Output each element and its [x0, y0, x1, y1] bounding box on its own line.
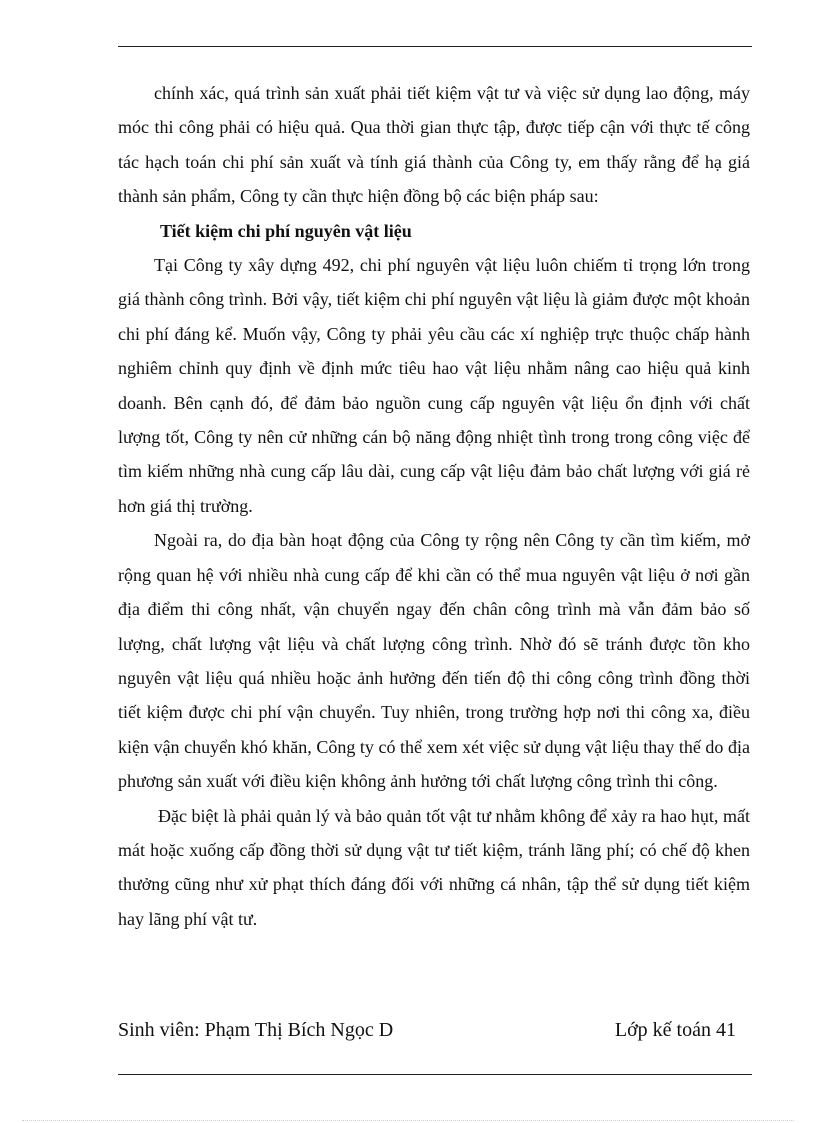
header-rule	[118, 46, 752, 47]
footer-class: Lớp kế toán 41	[614, 1019, 736, 1041]
paragraph-suppliers: Ngoài ra, do địa bàn hoạt động của Công ty rộng nên Công ty cần tìm kiếm, mở rộng quan hệ với nhiều nhà cung cấp để khi cần có thể mua nguyên vật liệu ở nơi gần địa điểm thi công nhất, vận chuyển ngay đến chân công trình mà vẫn đảm bảo số lượng, chất lượng vật liệu và chất lượng công trình. Nhờ đó sẽ tránh được tồn kho nguyên vật liệu quá nhiều hoặc ảnh hưởng đến tiến độ thi công công trình đồng thời tiết kiệm được chi phí vận chuyển. Tuy nhiên, trong trường hợp nơi thi công xa, điều kiện vận chuyển khó khăn, Công ty có thể xem xét việc sử dụng vật liệu thay thế do địa phương sản xuất với điều kiện không ảnh hưởng tới chất lượng công trình thi công.	[118, 530, 750, 792]
page-edge	[22, 1120, 794, 1121]
footer-rule	[118, 1074, 752, 1075]
paragraph-management: Đặc biệt là phải quản lý và bảo quản tốt vật tư nhằm không để xảy ra hao hụt, mất mát hoặc xuống cấp đồng thời sử dụng vật tư tiết kiệm, tránh lãng phí; có chế độ khen thưởng cũng như xử phạt thích đáng đối với những cá nhân, tập thể sử dụng tiết kiệm hay lãng phí vật tư.	[118, 805, 750, 929]
document-body	[118, 76, 750, 936]
footer-student: Sinh viên: Phạm Thị Bích Ngọc D	[118, 1019, 394, 1041]
section-heading: Tiết kiệm chi phí nguyên vật liệu	[160, 220, 412, 241]
paragraph-intro: chính xác, quá trình sản xuất phải tiết kiệm vật tư và việc sử dụng lao động, máy móc thi công phải có hiệu quả. Qua thời gian thực tập, được tiếp cận với thực tế công tác hạch toán chi phí sản xuất và tính giá thành của Công ty, em thấy rằng để hạ giá thành sản phẩm, Công ty cần thực hiện đồng bộ các biện pháp sau:	[118, 83, 750, 207]
paragraph-materials: Tại Công ty xây dựng 492, chi phí nguyên vật liệu luôn chiếm tỉ trọng lớn trong giá thành công trình. Bởi vậy, tiết kiệm chi phí nguyên vật liệu là giảm được một khoản chi phí đáng kể. Muốn vậy, Công ty phải yêu cầu các xí nghiệp trực thuộc chấp hành nghiêm chỉnh quy định về định mức tiêu hao vật liệu nhằm nâng cao hiệu quả kinh doanh. Bên cạnh đó, để đảm bảo nguồn cung cấp nguyên vật liệu ổn định với chất lượng tốt, Công ty nên cử những cán bộ năng động nhiệt tình trong trong công việc để tìm kiếm những nhà cung cấp lâu dài, cung cấp vật liệu đảm bảo chất lượng với giá rẻ hơn giá thị trường.	[118, 255, 750, 516]
